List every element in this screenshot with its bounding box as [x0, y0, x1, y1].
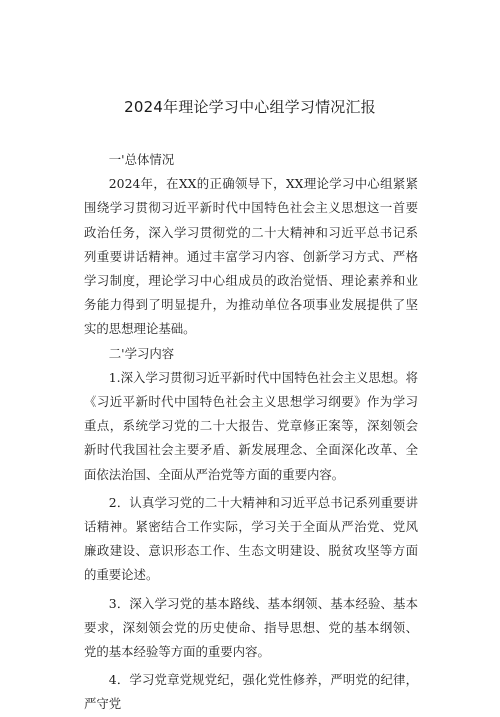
paragraph-content-4: 4．学习党章党规党纪，强化党性修养，严明党的纪律，严守党: [84, 672, 418, 712]
paragraph-content-1: 1.深入学习贯彻习近平新时代中国特色社会主义思想。将《习近平新时代中国特色社会主义思想学习纲要》作为学习重点，系统学习党的二十大报告、党章修正案等，深刻领会新时代我国社会主要矛盾、新发展理念、全面深化改革、全面依法治国、全面从严治党等方面的重要内容。: [84, 369, 418, 482]
document-body: [84, 148, 418, 717]
section-heading-content: 二'学习内容: [108, 345, 175, 361]
section-heading-overview: 一'总体情况: [108, 152, 175, 167]
paragraph-content-3: 3．深入学习党的基本路线、基本纲领、基本经验、基本要求，深刻领会党的历史使命、指导思想、党的基本纲领、党的基本经验等方面的重要内容。: [84, 595, 418, 660]
document-title: 2024年理论学习中心组学习情况汇报: [124, 98, 376, 116]
paragraph-content-2: 2．认真学习党的二十大精神和习近平总书记系列重要讲话精神。紧密结合工作实际，学习关于全面从严治党、党风廉政建设、意识形态工作、生态文明建设、脱贫攻坚等方面的重要论述。: [84, 494, 418, 583]
paragraph-overview: 2024年，在XX的正确领导下，XX理论学习中心组紧紧围绕学习贯彻习近平新时代中国特色社会主义思想这一首要政治任务，深入学习贯彻党的二十大精神和习近平总书记系列重要讲话精神。通过丰富学习内容、创新学习方式、严格学习制度，理论学习中心组成员的政治觉悟、理论素养和业务能力得到了明显提升，为推动单位各项事业发展提供了坚实的思想理论基础。: [84, 176, 418, 337]
